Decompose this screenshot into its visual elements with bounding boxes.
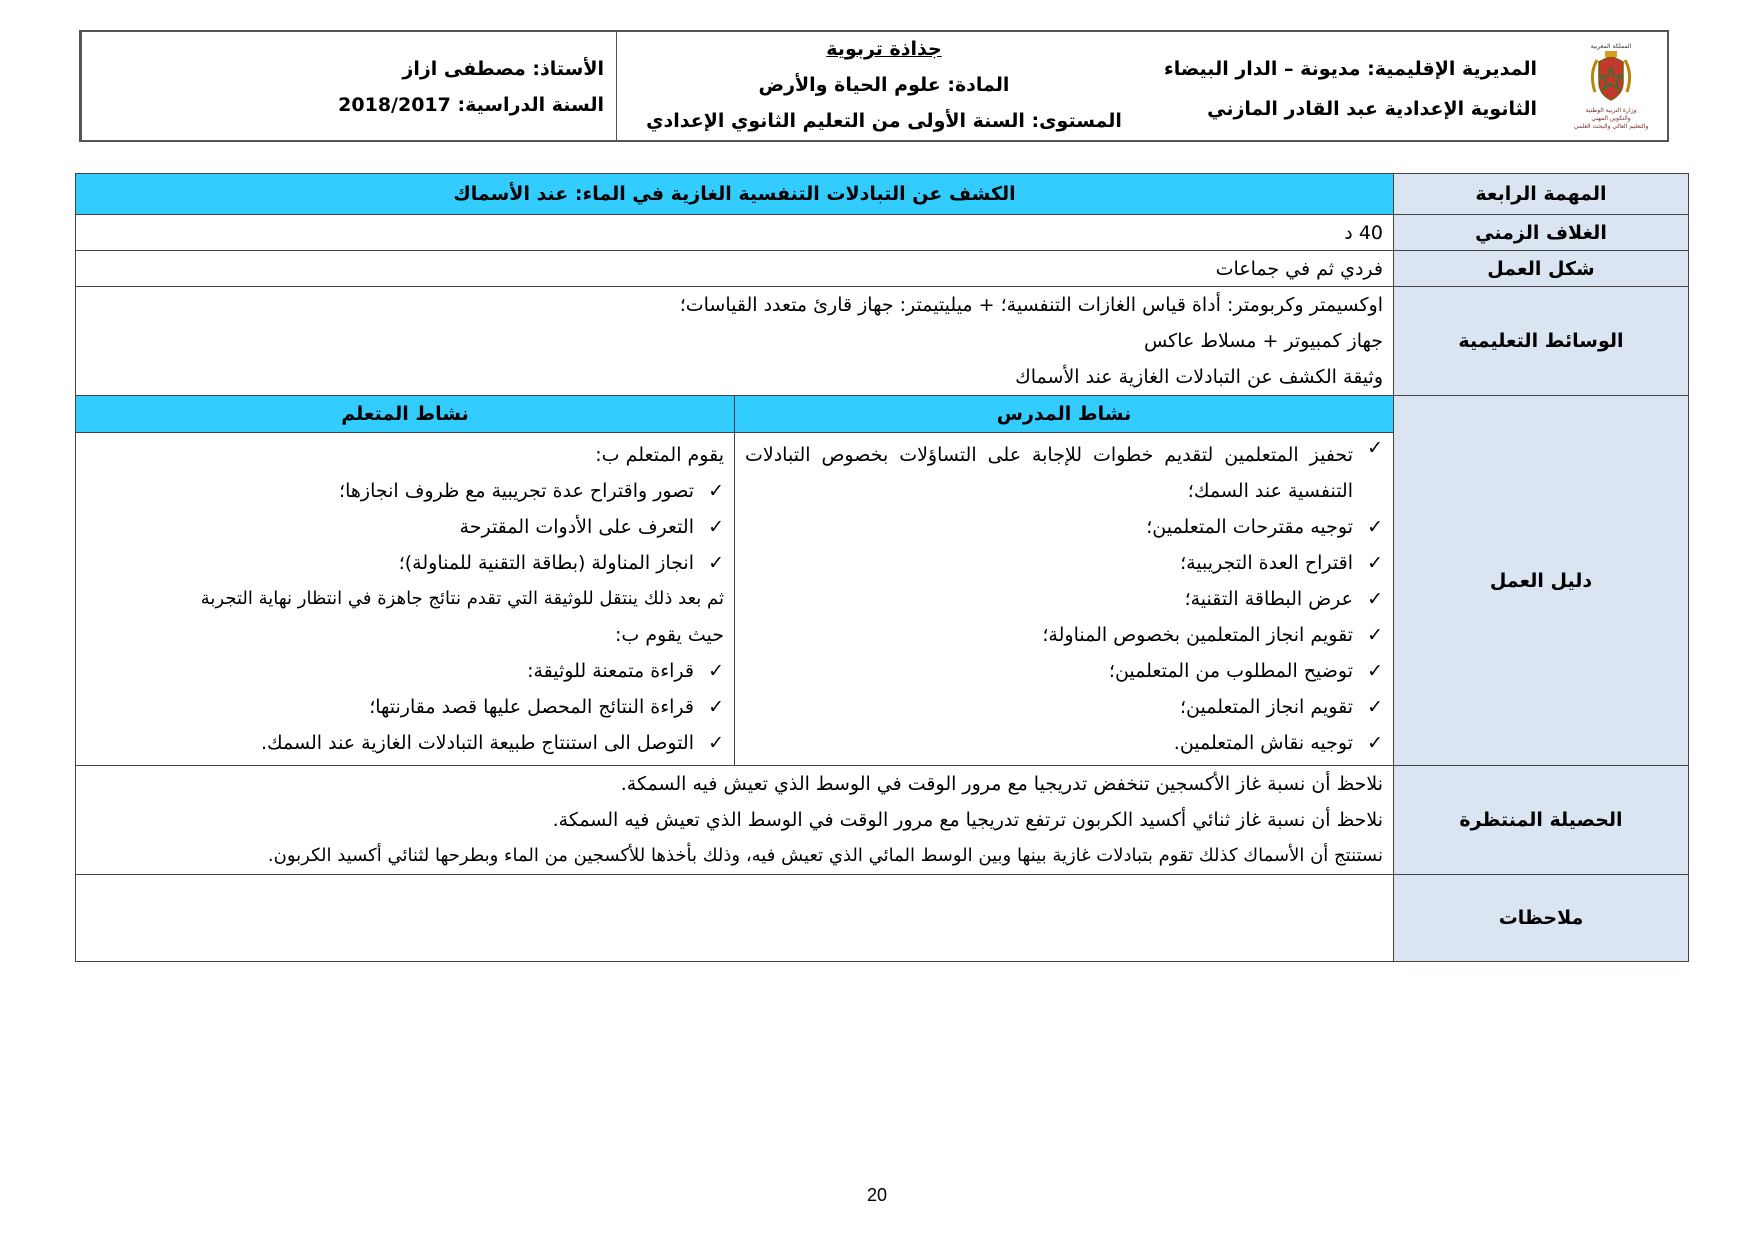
resources-list xyxy=(76,287,1394,396)
list-item xyxy=(745,617,1383,653)
checkmark-icon: ✓ xyxy=(1367,516,1383,538)
outcome-line: نستنتج أن الأسماك كذلك تقوم بتبادلات غازية بينها وبين الوسط المائي الذي تعيش فيه، وذلك بأخذها للأكسجين من الماء وبطرحها لثنائي أكسيد الكربون. xyxy=(267,845,1383,866)
learner-item: التعرف على الأدوات المقترحة xyxy=(459,516,694,538)
list-item xyxy=(745,581,1383,617)
checkmark-icon: ✓ xyxy=(708,732,724,754)
teacher-item: توجيه نقاش المتعلمين. xyxy=(1173,732,1353,754)
teacher-item: تحفيز المتعلمين لتقديم خطوات للإجابة على التساؤلات بخصوص التبادلات التنفسية عند السمك؛ xyxy=(745,444,1353,502)
checkmark-icon: ✓ xyxy=(708,516,724,538)
checkmark-icon: ✓ xyxy=(708,660,724,682)
list-item xyxy=(86,473,724,509)
learner-activity-header: نشاط المتعلم xyxy=(76,396,735,433)
subject-text: المادة: علوم الحياة والأرض xyxy=(758,74,1010,96)
checkmark-icon: ✓ xyxy=(1367,588,1383,610)
list-item xyxy=(745,437,1383,509)
lesson-table xyxy=(75,173,1689,962)
resource-line: جهاز كمبيوتر + مسلاط عاكس xyxy=(1143,330,1383,352)
header-center-column xyxy=(616,32,1151,140)
notes-row xyxy=(76,875,1689,962)
learner-item: التوصل الى استنتاج طبيعة التبادلات الغازية عند السمك. xyxy=(261,732,694,754)
teacher-activity-header: نشاط المدرس xyxy=(735,396,1394,433)
teacher-name: الأستاذ: مصطفى ازاز xyxy=(402,58,604,80)
level-text: المستوى: السنة الأولى من التعليم الثانوي الإعدادي xyxy=(646,110,1122,132)
task-row xyxy=(76,174,1689,215)
header-left-column xyxy=(81,32,616,140)
resource-line: وثيقة الكشف عن التبادلات الغازية عند الأسماك xyxy=(1015,366,1383,388)
list-item xyxy=(745,545,1383,581)
list-item xyxy=(86,689,724,725)
school-name: الثانوية الإعدادية عبد القادر المازني xyxy=(1207,98,1537,120)
duration-value: 40 د xyxy=(76,215,1394,251)
learner-transition: ثم بعد ذلك ينتقل للوثيقة التي تقدم نتائج جاهزة في انتظار نهاية التجربة xyxy=(200,588,724,609)
page-number: 20 xyxy=(866,1185,888,1205)
teacher-item: توضيح المطلوب من المتعلمين؛ xyxy=(1108,660,1353,682)
checkmark-icon: ✓ xyxy=(1367,624,1383,646)
task-label: المهمة الرابعة xyxy=(1394,174,1689,215)
notes-label: ملاحظات xyxy=(1394,875,1689,962)
svg-text:وزارة التربية الوطنية: وزارة التربية الوطنية xyxy=(1585,107,1637,114)
svg-text:والتعليم العالي والبحث العلمي: والتعليم العالي والبحث العلمي xyxy=(1573,123,1649,130)
outcome-row xyxy=(76,766,1689,875)
moroccan-emblem-icon xyxy=(1561,38,1661,134)
teacher-item: اقتراح العدة التجريبية؛ xyxy=(1180,552,1353,574)
learner-item: تصور واقتراح عدة تجريبية مع ظروف انجازها؛ xyxy=(339,480,694,502)
resource-line: اوكسيمتر وكربومتر: أداة قياس الغازات التنفسية؛ + ميليتيمتر: جهاز قارئ متعدد القياسات؛ xyxy=(679,294,1383,316)
teacher-activity-list xyxy=(735,433,1394,766)
checkmark-icon: ✓ xyxy=(708,480,724,502)
duration-row xyxy=(76,215,1689,251)
resources-label: الوسائط التعليمية xyxy=(1394,287,1689,396)
guide-cell xyxy=(76,396,1394,766)
work-form-label: شكل العمل xyxy=(1394,251,1689,287)
teacher-item: توجيه مقترحات المتعلمين؛ xyxy=(1146,516,1353,538)
task-title: الكشف عن التبادلات التنفسية الغازية في الماء: عند الأسماك xyxy=(76,174,1394,215)
notes-content xyxy=(76,875,1394,962)
list-item xyxy=(86,725,724,761)
list-item xyxy=(86,545,724,581)
outcome-label: الحصيلة المنتظرة xyxy=(1394,766,1689,875)
checkmark-icon: ✓ xyxy=(1367,552,1383,574)
work-form-value: فردي ثم في جماعات xyxy=(76,251,1394,287)
svg-text:والتكوين المهني: والتكوين المهني xyxy=(1591,115,1631,122)
checkmark-icon: ✓ xyxy=(1367,660,1383,682)
list-item xyxy=(745,653,1383,689)
duration-label: الغلاف الزمني xyxy=(1394,215,1689,251)
teacher-item: عرض البطاقة التقنية؛ xyxy=(1184,588,1353,610)
school-year: السنة الدراسية: 2018/2017 xyxy=(338,94,604,116)
learner-item: قراءة متمعنة للوثيقة: xyxy=(527,660,694,682)
checkmark-icon: ✓ xyxy=(1367,732,1383,754)
outcome-list xyxy=(76,766,1394,875)
list-item xyxy=(745,509,1383,545)
outcome-line: نلاحظ أن نسبة غاز ثنائي أكسيد الكربون ترتفع تدريجيا مع مرور الوقت في الوسط الذي تعيش فيه السمكة. xyxy=(552,809,1383,831)
checkmark-icon: ✓ xyxy=(708,552,724,574)
checkmark-icon: ✓ xyxy=(1367,437,1383,459)
list-item xyxy=(745,689,1383,725)
teacher-item: تقويم انجاز المتعلمين؛ xyxy=(1180,696,1353,718)
header-box xyxy=(79,30,1669,142)
doc-title: جذاذة تربوية xyxy=(826,38,942,60)
work-form-row xyxy=(76,251,1689,287)
checkmark-icon: ✓ xyxy=(708,696,724,718)
learner-item: قراءة النتائج المحصل عليها قصد مقارنتها؛ xyxy=(369,696,694,718)
directorate-text: المديرية الإقليمية: مديونة – الدار البيضاء xyxy=(1163,58,1537,80)
resources-row xyxy=(76,287,1689,396)
checkmark-icon: ✓ xyxy=(1367,696,1383,718)
guide-inner-table xyxy=(76,396,1393,765)
learner-activity-list xyxy=(76,433,735,766)
guide-label: دليل العمل xyxy=(1394,396,1689,766)
guide-row xyxy=(76,396,1689,766)
teacher-item: تقويم انجاز المتعلمين بخصوص المناولة؛ xyxy=(1042,624,1353,646)
svg-text:المملكة المغربية: المملكة المغربية xyxy=(1590,43,1632,50)
learner-intro: يقوم المتعلم ب: xyxy=(595,444,724,466)
learner-transition-2: حيث يقوم ب: xyxy=(615,624,724,646)
learner-item: انجاز المناولة (بطاقة التقنية للمناولة)؛ xyxy=(398,552,694,574)
list-item xyxy=(86,653,724,689)
header-right-column xyxy=(1151,32,1667,140)
list-item xyxy=(86,509,724,545)
outcome-line: نلاحظ أن نسبة غاز الأكسجين تنخفض تدريجيا مع مرور الوقت في الوسط الذي تعيش فيه السمكة. xyxy=(620,773,1383,795)
list-item xyxy=(745,725,1383,761)
